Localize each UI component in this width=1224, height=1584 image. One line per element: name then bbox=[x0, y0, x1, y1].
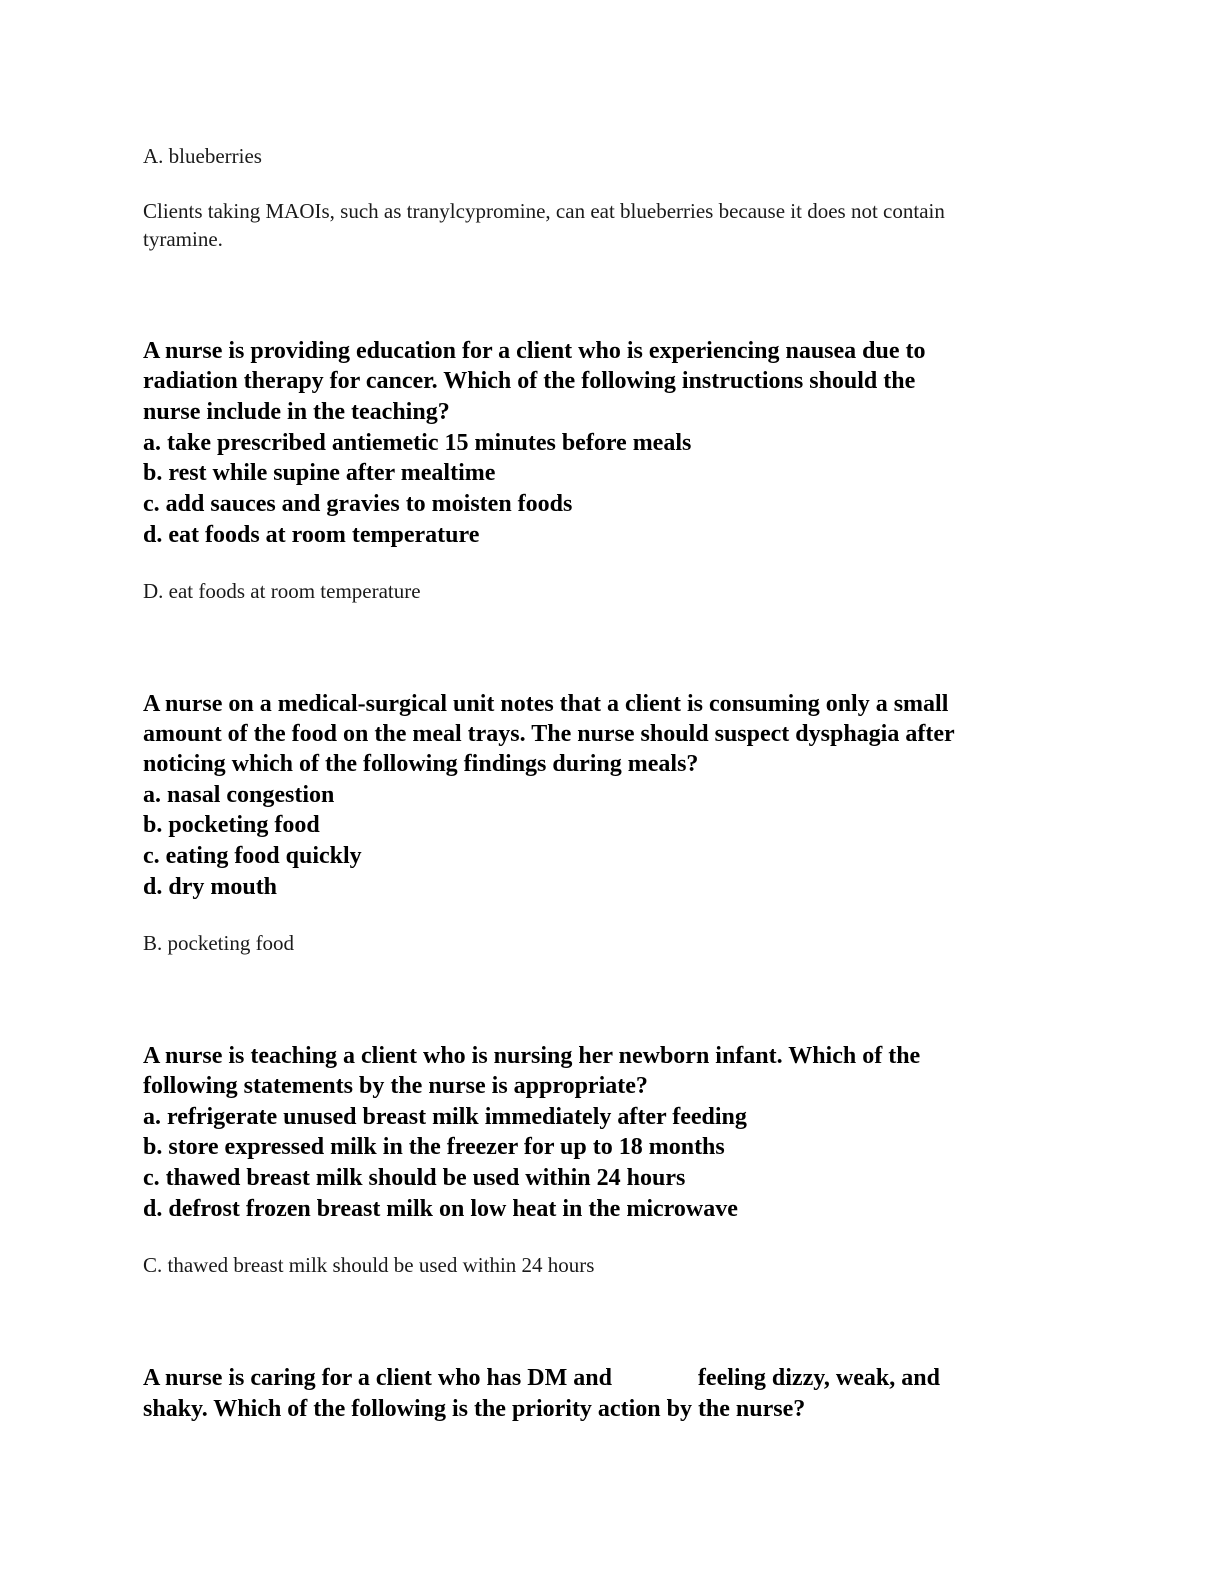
answer-text: B. pocketing food bbox=[143, 931, 295, 955]
answer-option: b. store expressed milk in the freezer for up to 18 months bbox=[143, 1134, 725, 1160]
answer-option: d. dry mouth bbox=[143, 874, 278, 900]
question-stem: shaky. Which of the following is the priority action by the nurse? bbox=[143, 1396, 806, 1422]
answer-option: d. eat foods at room temperature bbox=[143, 522, 480, 548]
answer-text: A. blueberries bbox=[143, 144, 262, 168]
question-stem: noticing which of the following findings during meals? bbox=[143, 751, 699, 777]
answer-option: c. add sauces and gravies to moisten foods bbox=[143, 491, 573, 517]
question-stem: radiation therapy for cancer. Which of the following instructions should the bbox=[143, 368, 916, 394]
question-stem: A nurse on a medical-surgical unit notes that a client is consuming only a small bbox=[143, 691, 949, 717]
question-stem: nurse include in the teaching? bbox=[143, 399, 450, 425]
question-stem: amount of the food on the meal trays. The nurse should suspect dysphagia after bbox=[143, 721, 955, 747]
answer-option: a. refrigerate unused breast milk immediately after feeding bbox=[143, 1104, 747, 1130]
answer-option: c. thawed breast milk should be used within 24 hours bbox=[143, 1165, 686, 1191]
question-stem bbox=[143, 1365, 940, 1392]
question-stem: A nurse is providing education for a client who is experiencing nausea due to bbox=[143, 338, 926, 364]
question-stem-part: feeling dizzy, weak, and bbox=[697, 1365, 940, 1391]
answer-option: d. defrost frozen breast milk on low heat in the microwave bbox=[143, 1196, 738, 1222]
answer-text: D. eat foods at room temperature bbox=[143, 579, 421, 603]
answer-option: b. rest while supine after mealtime bbox=[143, 460, 496, 486]
answer-option: b. pocketing food bbox=[143, 812, 320, 838]
rationale-text: Clients taking MAOIs, such as tranylcypromine, can eat blueberries because it does not contain bbox=[143, 199, 945, 223]
answer-text: C. thawed breast milk should be used within 24 hours bbox=[143, 1253, 595, 1277]
answer-option: a. nasal congestion bbox=[143, 782, 335, 808]
answer-option: a. take prescribed antiemetic 15 minutes before meals bbox=[143, 430, 692, 456]
answer-option: c. eating food quickly bbox=[143, 843, 362, 869]
question-stem: A nurse is teaching a client who is nursing her newborn infant. Which of the bbox=[143, 1043, 921, 1069]
question-stem-part: A nurse is caring for a client who has DM and bbox=[143, 1365, 612, 1391]
rationale-text: tyramine. bbox=[143, 227, 223, 251]
question-stem: following statements by the nurse is appropriate? bbox=[143, 1073, 648, 1099]
